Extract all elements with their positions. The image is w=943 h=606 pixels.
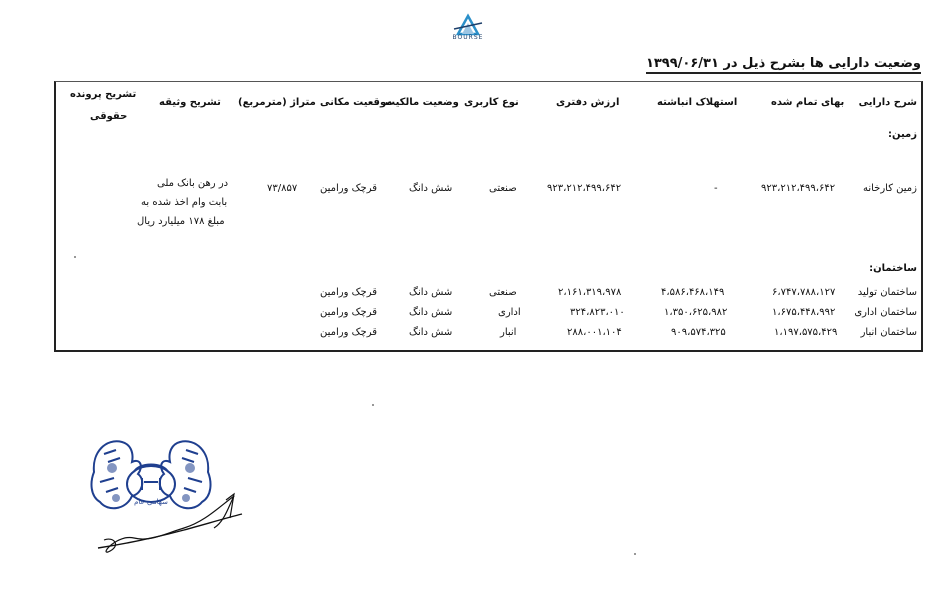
header-ownership: وضعیت مالکیت xyxy=(385,97,459,108)
speck xyxy=(74,256,76,258)
building-row-3-finished-cost: ۱،۱۹۷،۵۷۵،۴۲۹ xyxy=(774,327,838,338)
stamp-text: سهامی عام xyxy=(134,498,168,506)
speck xyxy=(634,553,636,555)
building-row-3-book-value: ۲۸۸،۰۰۱،۱۰۴ xyxy=(567,327,622,338)
land-usage: صنعتی xyxy=(489,183,517,194)
building-row-3-asset: ساختمان انبار xyxy=(860,327,917,338)
land-book-value: ۹۲۳،۲۱۲،۴۹۹،۶۴۲ xyxy=(547,183,622,194)
building-row-2-depreciation: ۱،۳۵۰،۶۲۵،۹۸۲ xyxy=(664,307,728,318)
brand-name: BOURSE xyxy=(452,34,484,41)
signature-scribble xyxy=(94,488,254,558)
building-row-3-ownership: شش دانگ xyxy=(409,327,453,338)
header-legal-line2: حقوقی xyxy=(90,111,128,122)
land-depreciation: - xyxy=(714,183,718,194)
building-row-2-location: قرچک ورامین xyxy=(320,307,378,318)
building-row-3-depreciation: ۹۰۹،۵۷۴،۳۲۵ xyxy=(671,327,726,338)
building-row-1-usage: صنعتی xyxy=(489,287,517,298)
building-row-1-asset: ساختمان تولید xyxy=(857,287,917,298)
land-collateral-line2: بابت وام اخذ شده به xyxy=(141,197,228,208)
bourse-logo-icon xyxy=(440,12,496,36)
header-usage: نوع کاربری xyxy=(464,97,519,108)
building-row-2-book-value: ۳۲۴،۸۲۳،۰۱۰ xyxy=(570,307,625,318)
header-depreciation: استهلاک انباشته xyxy=(657,97,738,108)
speck xyxy=(372,404,374,406)
page-title: وضعیت دارایی ها بشرح ذیل در ۱۳۹۹/۰۶/۳۱ xyxy=(646,56,921,74)
building-row-2-finished-cost: ۱،۶۷۵،۴۴۸،۹۹۲ xyxy=(772,307,836,318)
section-land: زمین: xyxy=(887,129,917,140)
building-row-1-ownership: شش دانگ xyxy=(409,287,453,298)
bourse-logo xyxy=(440,12,496,44)
building-row-2-usage: اداری xyxy=(498,307,521,318)
building-row-1-location: قرچک ورامین xyxy=(320,287,378,298)
land-asset: زمین کارخانه xyxy=(862,183,917,194)
building-row-1-depreciation: ۴،۵۸۶،۴۶۸،۱۴۹ xyxy=(661,287,725,298)
building-row-2-ownership: شش دانگ xyxy=(409,307,453,318)
land-finished-cost: ۹۲۳،۲۱۲،۴۹۹،۶۴۲ xyxy=(761,183,836,194)
building-row-1-book-value: ۲،۱۶۱،۳۱۹،۹۷۸ xyxy=(558,287,622,298)
land-location: قرچک ورامین xyxy=(320,183,378,194)
building-row-3-usage: انبار xyxy=(500,327,517,338)
header-book-value: ارزش دفتری xyxy=(556,97,620,108)
header-asset: شرح دارایی xyxy=(858,97,917,108)
land-area: ۷۳/۸۵۷ xyxy=(267,183,298,194)
header-legal-line1: تشریح پرونده xyxy=(70,89,137,100)
land-collateral-line1: در رهن بانک ملی xyxy=(157,178,229,189)
section-building: ساختمان: xyxy=(869,263,917,274)
building-row-3-location: قرچک ورامین xyxy=(320,327,378,338)
header-area: متراژ (مترمربع) xyxy=(238,97,316,108)
asset-table xyxy=(54,81,923,352)
header-location: موقعیت مکانی xyxy=(320,97,393,108)
header-collateral: تشریح وثیقه xyxy=(159,97,221,108)
land-ownership: شش دانگ xyxy=(409,183,453,194)
building-row-1-finished-cost: ۶،۷۴۷،۷۸۸،۱۲۷ xyxy=(772,287,836,298)
header-finished-cost: بهای تمام شده xyxy=(771,97,845,108)
building-row-2-asset: ساختمان اداری xyxy=(854,307,917,318)
land-collateral-line3: مبلغ ۱۷۸ میلیارد ریال xyxy=(137,216,225,227)
signature xyxy=(94,488,254,558)
